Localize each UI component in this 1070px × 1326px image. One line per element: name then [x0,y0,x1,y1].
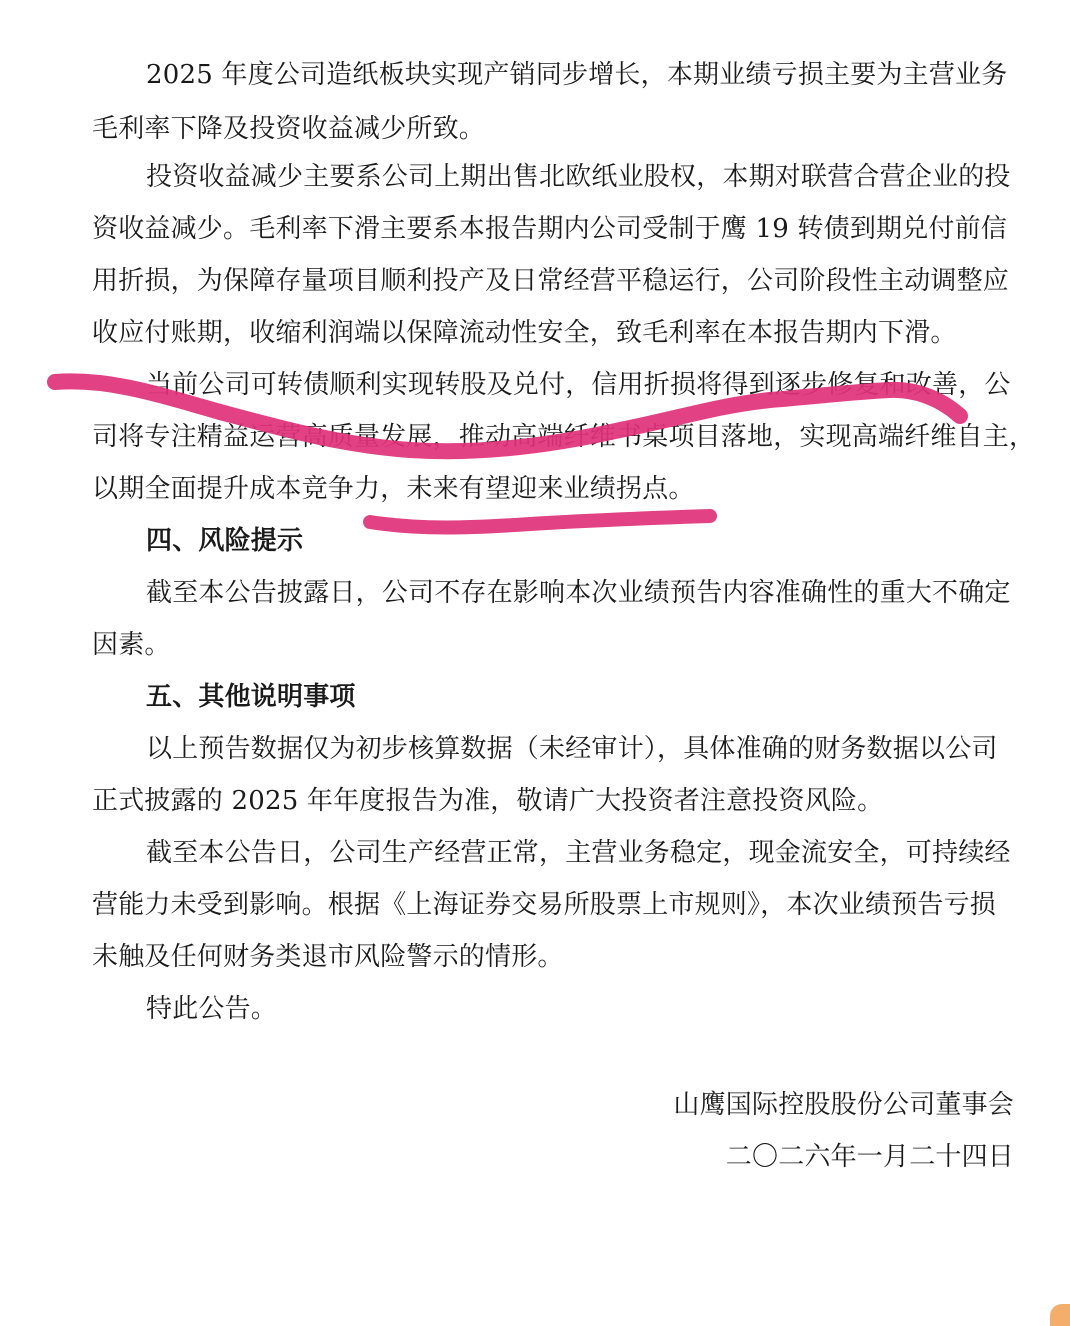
paragraph-line: 截至本公告披露日，公司不存在影响本次业绩预告内容准确性的重大不确定 [146,578,1011,608]
paragraph-line: 司将专注精益运营高质量发展，推动高端纤维书桌项目落地，实现高端纤维自主， [92,422,1036,452]
marker-underline-stroke [370,516,710,528]
paragraph-line: 收应付账期，收缩利润端以保障流动性安全，致毛利率在本报告期内下滑。 [92,318,957,348]
signature-date: 二〇二六年一月二十四日 [725,1142,1014,1172]
paragraph-line: 正式披露的 2025 年年度报告为准，敬请广大投资者注意投资风险。 [92,786,884,816]
paragraph-line: 当前公司可转债顺利实现转股及兑付，信用折损将得到逐步修复和改善，公 [146,370,1011,400]
paragraph-line: 2025 年度公司造纸板块实现产销同步增长，本期业绩亏损主要为主营业务 [146,60,1008,90]
paragraph-line: 未触及任何财务类退市风险警示的情形。 [92,942,564,972]
paragraph-line: 毛利率下降及投资收益减少所致。 [92,114,486,144]
section-heading: 四、风险提示 [146,526,304,556]
paragraph-line: 投资收益减少主要系公司上期出售北欧纸业股权，本期对联营合营企业的投 [146,162,1011,192]
paragraph-line: 用折损，为保障存量项目顺利投产及日常经营平稳运行，公司阶段性主动调整应 [92,266,1010,296]
closing-text: 特此公告。 [146,994,278,1024]
signature-company: 山鹰国际控股股份公司董事会 [673,1090,1014,1120]
paragraph-line: 营能力未受到影响。根据《上海证券交易所股票上市规则》，本次业绩预告亏损 [92,890,997,920]
section-heading: 五、其他说明事项 [146,682,356,712]
paragraph-line: 资收益减少。毛利率下滑主要系本报告期内公司受制于鹰 19 转债到期兑付前信 [92,214,1008,244]
paragraph-line: 以上预告数据仅为初步核算数据（未经审计），具体准确的财务数据以公司 [146,734,998,764]
paragraph-line: 截至本公告日，公司生产经营正常，主营业务稳定，现金流安全，可持续经 [146,838,1011,868]
paragraph-line: 以期全面提升成本竞争力，未来有望迎来业绩拐点。 [92,474,695,504]
corner-badge [1050,1304,1070,1326]
paragraph-line: 因素。 [92,630,171,660]
